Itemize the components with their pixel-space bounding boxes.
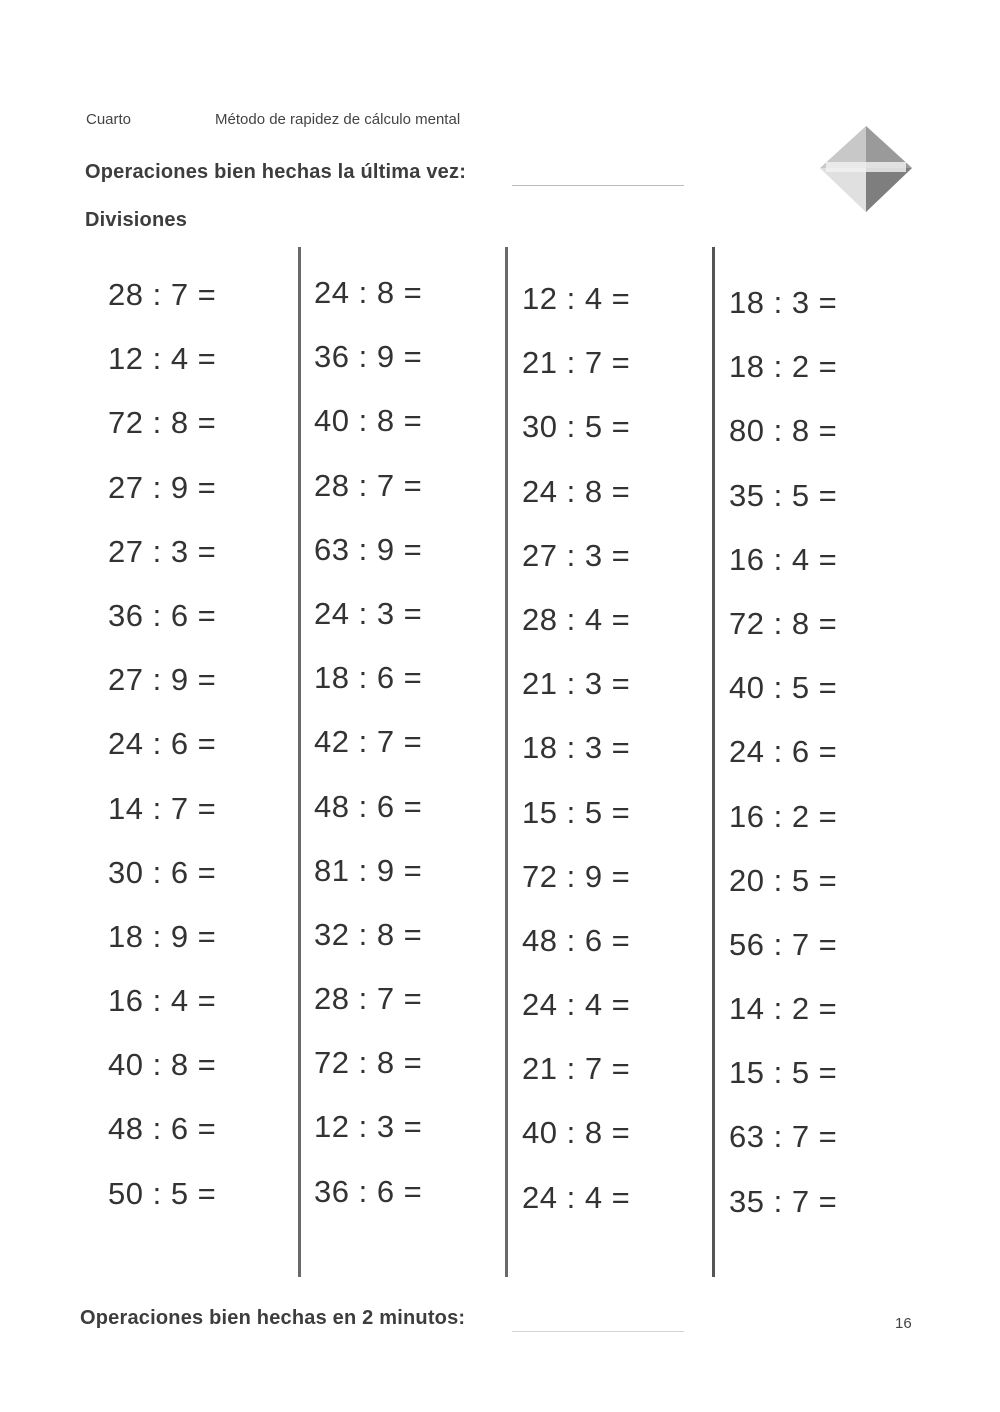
division-operation: 12 : 3 = <box>314 1109 423 1145</box>
division-operation: 24 : 8 = <box>314 275 423 310</box>
division-operation: 24 : 6 = <box>108 726 217 762</box>
division-operation: 36 : 6 = <box>108 597 217 633</box>
division-operation: 72 : 9 = <box>522 858 631 894</box>
division-operation: 18 : 9 = <box>108 918 217 954</box>
division-operation: 14 : 7 = <box>108 790 217 826</box>
division-operation: 27 : 3 = <box>522 537 631 573</box>
publisher-logo <box>818 124 914 214</box>
division-operation: 16 : 4 = <box>729 541 838 577</box>
division-operation: 21 : 7 = <box>522 1051 631 1087</box>
division-operation: 40 : 5 = <box>729 670 838 706</box>
division-operation: 56 : 7 = <box>729 926 838 962</box>
division-operation: 50 : 5 = <box>108 1175 217 1211</box>
division-operation: 63 : 9 = <box>314 531 423 567</box>
division-operation: 14 : 2 = <box>729 991 838 1027</box>
last-time-answer-line[interactable] <box>512 185 684 186</box>
column-divider <box>298 247 301 1277</box>
total-correct-answer-line[interactable] <box>512 1331 684 1332</box>
division-operation: 40 : 8 = <box>522 1115 631 1151</box>
last-time-label: Operaciones bien hechas la última vez: <box>85 161 467 183</box>
operations-column-1 <box>108 270 288 1233</box>
division-operation: 28 : 7 = <box>314 467 423 503</box>
division-operation: 27 : 3 = <box>108 533 217 569</box>
column-divider <box>505 247 508 1277</box>
division-operation: 24 : 3 = <box>314 595 423 631</box>
section-title: Divisiones <box>85 209 188 231</box>
division-operation: 24 : 6 = <box>729 734 838 770</box>
division-operation: 18 : 6 = <box>314 660 423 696</box>
column-divider <box>712 247 715 1277</box>
division-operation: 36 : 9 = <box>314 339 423 375</box>
division-operation: 32 : 8 = <box>314 916 423 952</box>
division-operation: 42 : 7 = <box>314 724 423 760</box>
division-operation: 24 : 4 = <box>522 1179 631 1215</box>
division-operation: 40 : 8 = <box>108 1047 217 1083</box>
division-operation: 40 : 8 = <box>314 403 423 439</box>
division-operation: 12 : 4 = <box>522 281 631 316</box>
method-title: Método de rapidez de cálculo mental <box>215 111 461 128</box>
division-operation: 15 : 5 = <box>522 794 631 830</box>
division-operation: 63 : 7 = <box>729 1119 838 1155</box>
division-operation: 28 : 4 = <box>522 601 631 637</box>
division-operation: 20 : 5 = <box>729 862 838 898</box>
division-operation: 24 : 8 = <box>522 473 631 509</box>
division-operation: 27 : 9 = <box>108 469 217 505</box>
division-operation: 27 : 9 = <box>108 662 217 698</box>
division-operation: 24 : 4 = <box>522 987 631 1023</box>
division-operation: 21 : 7 = <box>522 345 631 381</box>
division-operation: 35 : 7 = <box>729 1183 838 1219</box>
division-operation: 36 : 6 = <box>314 1173 423 1209</box>
division-operation: 81 : 9 = <box>314 852 423 888</box>
division-operation: 16 : 4 = <box>108 983 217 1019</box>
grade-label: Cuarto <box>86 111 132 128</box>
operations-column-4 <box>729 278 909 1241</box>
division-operation: 35 : 5 = <box>729 477 838 513</box>
division-operation: 48 : 6 = <box>314 788 423 824</box>
division-operation: 16 : 2 = <box>729 798 838 834</box>
division-operation: 72 : 8 = <box>314 1045 423 1081</box>
division-operation: 30 : 5 = <box>522 409 631 445</box>
division-operation: 72 : 8 = <box>729 605 838 641</box>
division-operation: 72 : 8 = <box>108 405 217 441</box>
operations-column-3 <box>522 274 702 1237</box>
division-operation: 28 : 7 = <box>314 981 423 1017</box>
page-number: 16 <box>895 1315 912 1332</box>
division-operation: 15 : 5 = <box>729 1055 838 1091</box>
division-operation: 80 : 8 = <box>729 413 838 449</box>
division-operation: 18 : 3 = <box>522 730 631 766</box>
division-operation: 48 : 6 = <box>522 922 631 958</box>
division-operation: 18 : 3 = <box>729 285 838 320</box>
division-operation: 48 : 6 = <box>108 1111 217 1147</box>
total-correct-label: Operaciones bien hechas en 2 minutos: <box>80 1307 466 1329</box>
division-operation: 30 : 6 = <box>108 854 217 890</box>
division-operation: 18 : 2 = <box>729 349 838 385</box>
division-operation: 12 : 4 = <box>108 341 217 377</box>
division-operation: 21 : 3 = <box>522 666 631 702</box>
division-operation: 28 : 7 = <box>108 277 217 312</box>
operations-column-2 <box>314 268 494 1231</box>
